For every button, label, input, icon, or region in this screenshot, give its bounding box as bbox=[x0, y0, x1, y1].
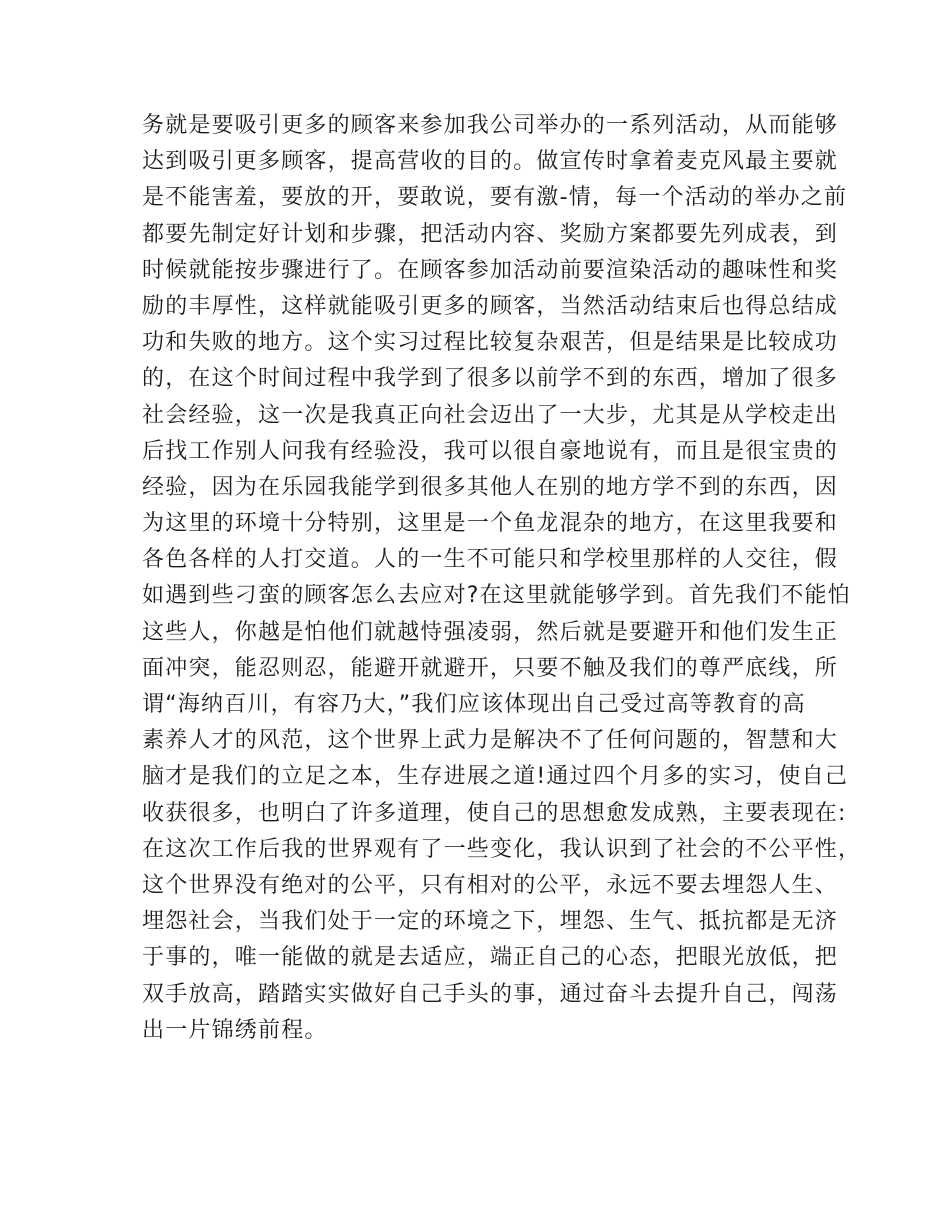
text-line: 脑才是我们的立足之本，生存进展之道!通过四个月多的实习，使自己 bbox=[142, 764, 849, 790]
text-line: 这些人，你越是怕他们就越恃强凌弱，然后就是要避开和他们发生正 bbox=[142, 619, 839, 645]
text-line: 这个世界没有绝对的公平，只有相对的公平，永远不要去埋怨人生、 bbox=[142, 872, 839, 898]
text-line: 时候就能按步骤进行了。在顾客参加活动前要渲染活动的趣味性和奖 bbox=[142, 257, 839, 283]
text-line: 谓“海纳百川，有容乃大，”我们应该体现出自己受过高等教育的高 bbox=[142, 692, 806, 717]
text-line: 各色各样的人打交道。人的一生不可能只和学校里那样的人交往，假 bbox=[142, 547, 839, 573]
text-line: 出一片锦绣前程。 bbox=[142, 1017, 328, 1043]
text-line: 如遇到些刁蛮的顾客怎么去应对?在这里就能够学到。首先我们不能怕 bbox=[142, 583, 851, 609]
text-line: 面冲突，能忍则忍，能避开就避开，只要不触及我们的尊严底线，所 bbox=[142, 655, 839, 681]
text-line: 后找工作别人问我有经验没，我可以很自豪地说有，而且是很宝贵的 bbox=[142, 438, 839, 464]
text-line: 的，在这个时间过程中我学到了很多以前学不到的东西，增加了很多 bbox=[142, 366, 839, 392]
text-line: 是不能害羞，要放的开，要敢说，要有激-情，每一个活动的举办之前 bbox=[142, 185, 848, 211]
text-line: 社会经验，这一次是我真正向社会迈出了一大步，尤其是从学校走出 bbox=[142, 402, 839, 428]
text-line: 达到吸引更多顾客，提高营收的目的。做宣传时拿着麦克风最主要就 bbox=[142, 149, 839, 175]
text-line: 于事的，唯一能做的就是去适应，端正自己的心态，把眼光放低，把 bbox=[142, 945, 839, 971]
text-line: 埋怨社会，当我们处于一定的环境之下，埋怨、生气、抵抗都是无济 bbox=[142, 909, 839, 935]
text-line: 在这次工作后我的世界观有了一些变化，我认识到了社会的不公平性， bbox=[142, 836, 862, 862]
text-line: 功和失败的地方。这个实习过程比较复杂艰苦，但是结果是比较成功 bbox=[142, 330, 839, 356]
text-line: 双手放高，踏踏实实做好自己手头的事，通过奋斗去提升自己，闯荡 bbox=[142, 981, 839, 1007]
text-line: 素养人才的风范，这个世界上武力是解决不了任何问题的，智慧和大 bbox=[142, 728, 839, 754]
text-line: 务就是要吸引更多的顾客来参加我公司举办的一系列活动，从而能够 bbox=[142, 113, 839, 138]
body-paragraph bbox=[142, 108, 862, 1049]
text-line: 都要先制定好计划和步骤，把活动内容、奖励方案都要先列成表，到 bbox=[142, 221, 839, 247]
text-line: 为这里的环境十分特别，这里是一个鱼龙混杂的地方，在这里我要和 bbox=[142, 511, 839, 537]
text-line: 经验，因为在乐园我能学到很多其他人在别的地方学不到的东西，因 bbox=[142, 474, 839, 500]
text-line: 收获很多，也明白了许多道理，使自己的思想愈发成熟，主要表现在: bbox=[142, 800, 847, 826]
text-line: 励的丰厚性，这样就能吸引更多的顾客，当然活动结束后也得总结成 bbox=[142, 293, 839, 319]
